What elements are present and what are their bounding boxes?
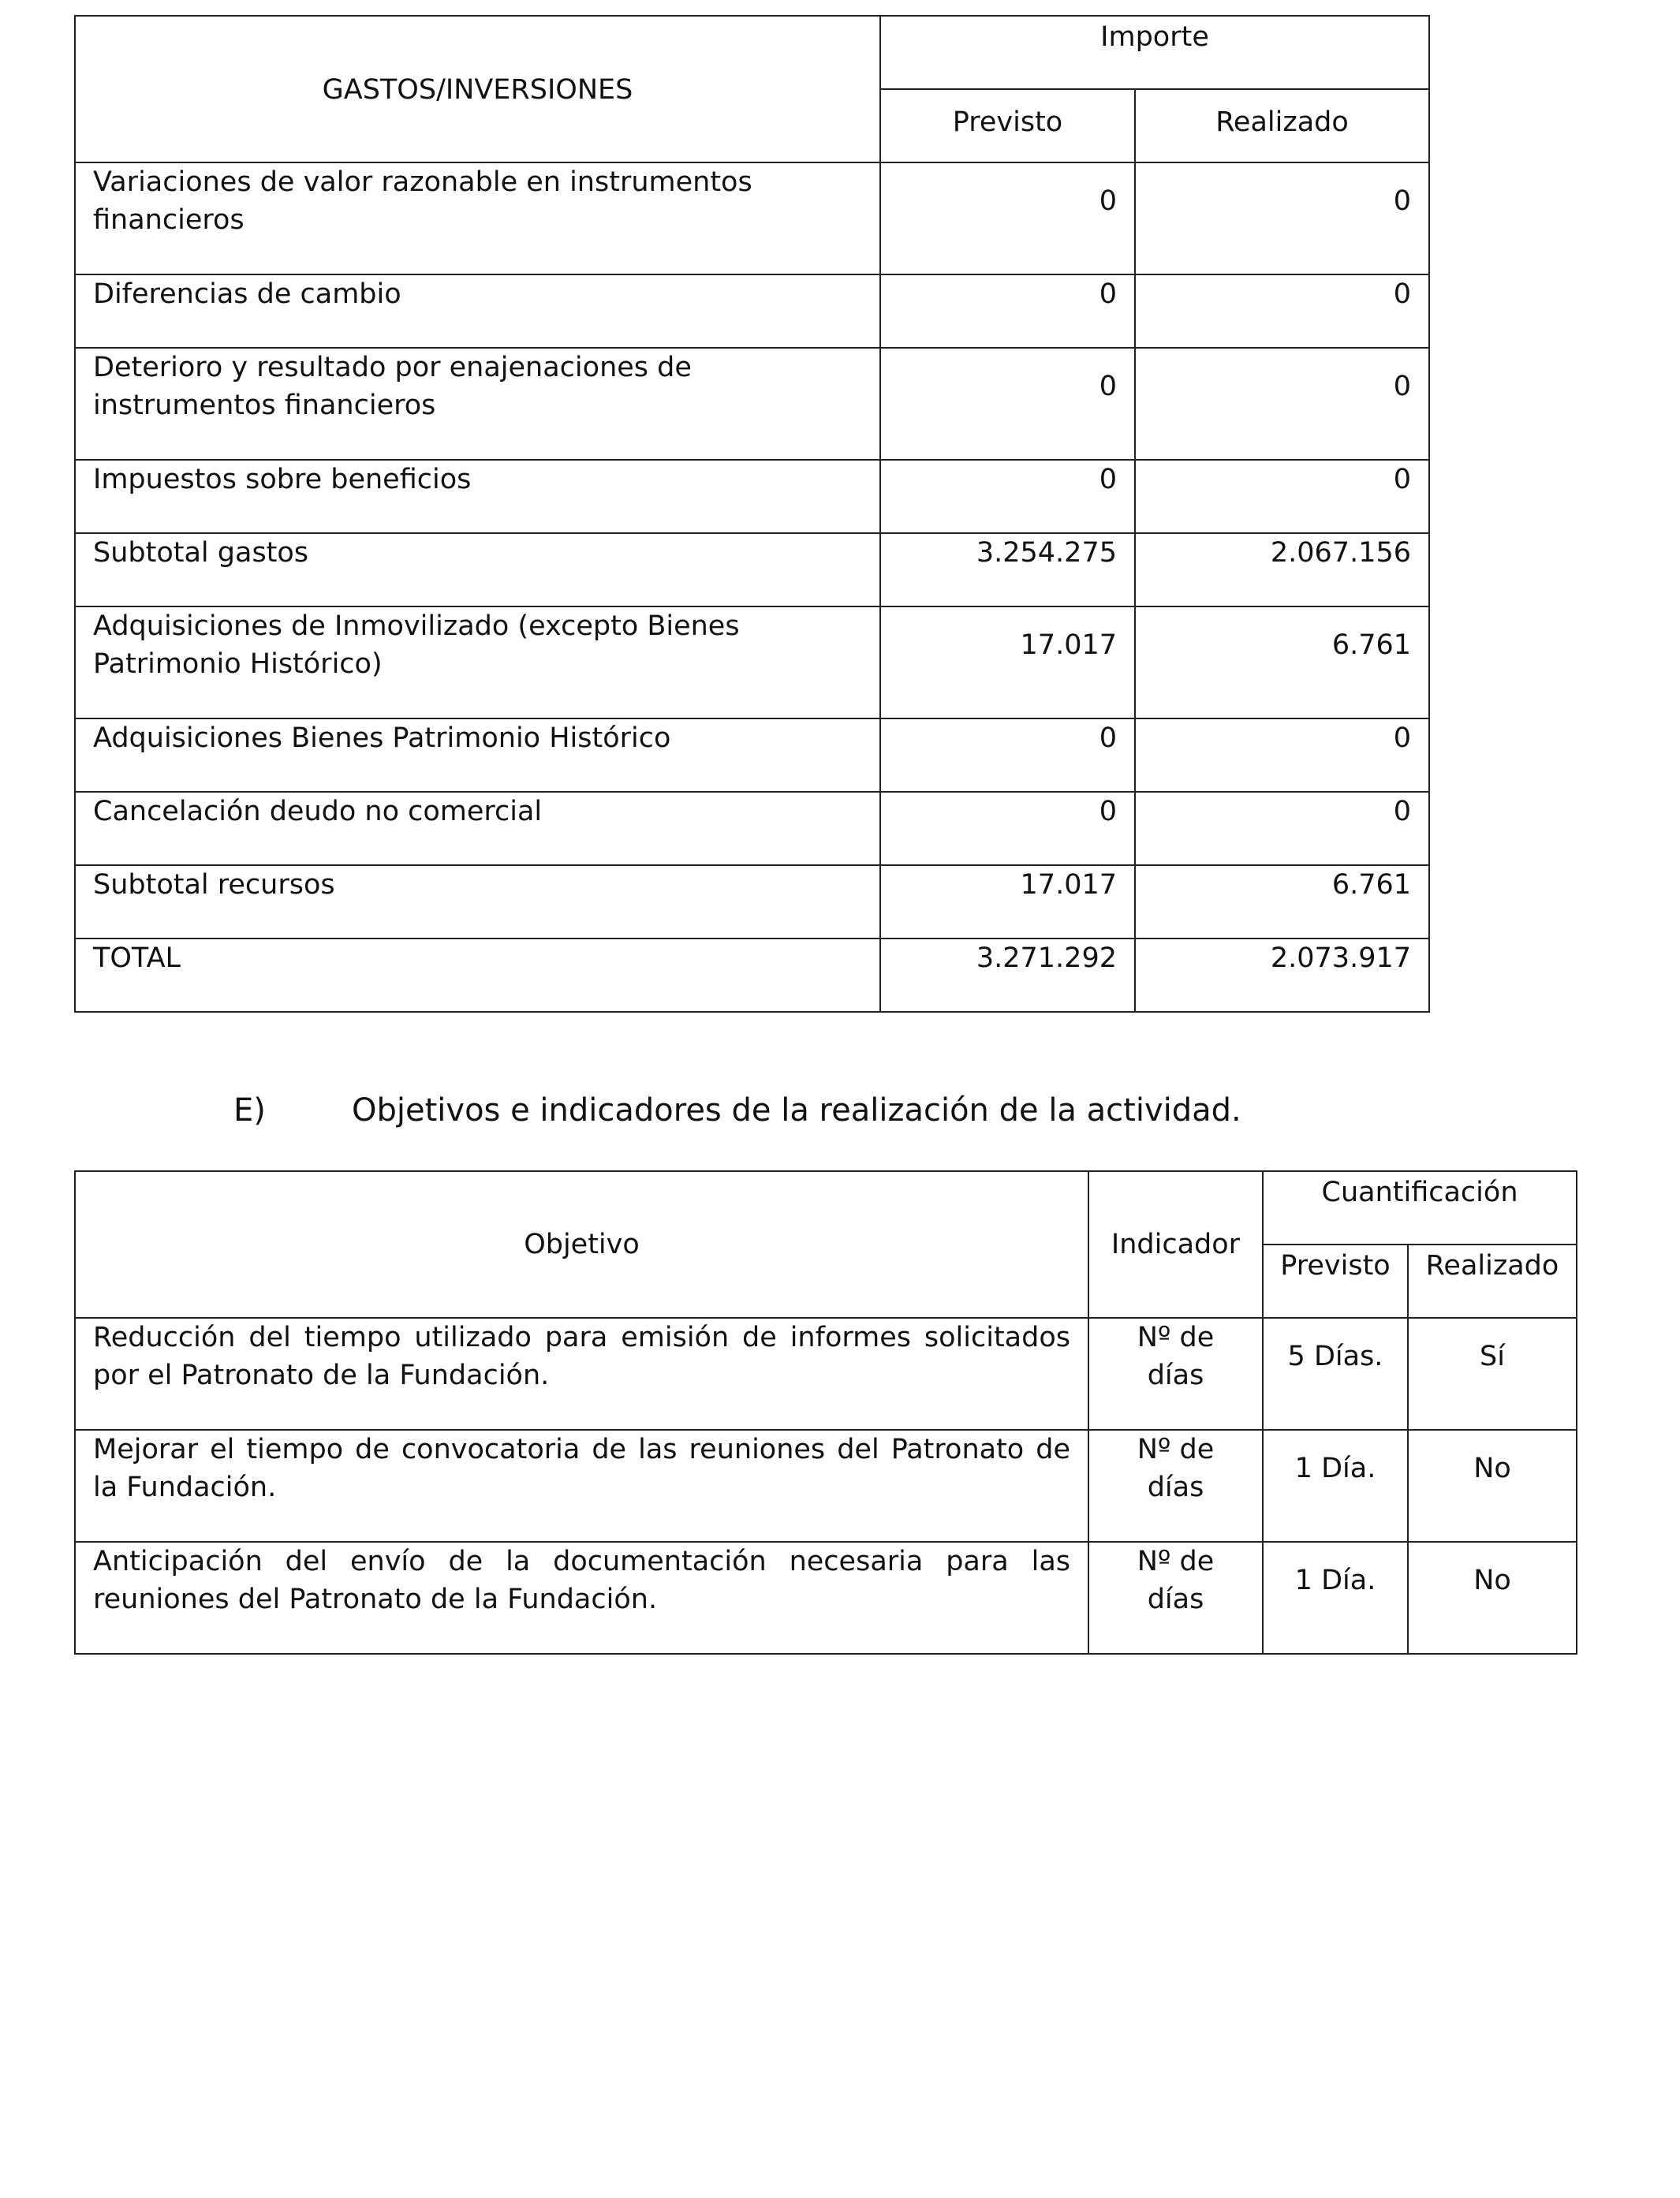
table-row	[75, 1318, 1577, 1430]
row-previsto: 3.254.275	[880, 533, 1135, 606]
row-realizado: 0	[1135, 162, 1429, 274]
row-previsto: 0	[880, 162, 1135, 274]
row-objetivo: Reducción del tiempo utilizado para emisión de informes solicitados por el Patronato de la Fundación.	[75, 1318, 1088, 1430]
row-previsto: 0	[880, 792, 1135, 865]
row-previsto: 5 Días.	[1263, 1318, 1408, 1430]
row-previsto: 1 Día.	[1263, 1430, 1408, 1542]
row-previsto: 1 Día.	[1263, 1542, 1408, 1654]
header-indicador: Indicador	[1088, 1171, 1263, 1318]
row-realizado: Sí	[1408, 1318, 1577, 1430]
gastos-inversiones-table	[74, 15, 1430, 1013]
row-concept: Diferencias de cambio	[75, 274, 880, 348]
row-realizado: 6.761	[1135, 865, 1429, 939]
row-realizado: 0	[1135, 348, 1429, 460]
header-concept: GASTOS/INVERSIONES	[75, 16, 880, 162]
row-objetivo: Anticipación del envío de la documentación necesaria para las reuniones del Patronato de la Fundación.	[75, 1542, 1088, 1654]
row-previsto: 17.017	[880, 865, 1135, 939]
section-e-letter: E)	[233, 1092, 266, 1129]
header-previsto: Previsto	[1263, 1245, 1408, 1318]
row-realizado: No	[1408, 1542, 1577, 1654]
row-realizado: No	[1408, 1430, 1577, 1542]
objetivos-table	[74, 1170, 1577, 1655]
table-row	[75, 1430, 1577, 1542]
row-concept: Adquisiciones Bienes Patrimonio Histórico	[75, 718, 880, 792]
row-concept: Variaciones de valor razonable en instrumentos financieros	[75, 162, 880, 274]
header-importe: Importe	[880, 16, 1429, 89]
table-row	[75, 274, 1429, 348]
table-row	[75, 162, 1429, 274]
section-e-title: Objetivos e indicadores de la realización de la actividad.	[352, 1092, 1241, 1129]
row-indicador: Nº de días	[1088, 1318, 1263, 1430]
row-realizado: 0	[1135, 792, 1429, 865]
row-realizado: 6.761	[1135, 606, 1429, 718]
row-objetivo: Mejorar el tiempo de convocatoria de las reuniones del Patronato de la Fundación.	[75, 1430, 1088, 1542]
row-previsto: 0	[880, 460, 1135, 533]
row-realizado: 2.073.917	[1135, 939, 1429, 1012]
row-concept: Deterioro y resultado por enajenaciones de instrumentos financieros	[75, 348, 880, 460]
row-previsto: 0	[880, 274, 1135, 348]
section-e-heading	[233, 1088, 1241, 1133]
row-indicador: Nº de días	[1088, 1542, 1263, 1654]
table-row	[75, 865, 1429, 939]
row-concept: Subtotal gastos	[75, 533, 880, 606]
row-realizado: 0	[1135, 274, 1429, 348]
header-cuantificacion: Cuantificación	[1263, 1171, 1577, 1245]
table-row	[75, 606, 1429, 718]
row-realizado: 2.067.156	[1135, 533, 1429, 606]
header-realizado: Realizado	[1408, 1245, 1577, 1318]
row-previsto: 17.017	[880, 606, 1135, 718]
row-previsto: 3.271.292	[880, 939, 1135, 1012]
header-objetivo: Objetivo	[75, 1171, 1088, 1318]
table-row	[75, 939, 1429, 1012]
table-row	[75, 718, 1429, 792]
row-concept: TOTAL	[75, 939, 880, 1012]
row-realizado: 0	[1135, 460, 1429, 533]
table-row	[75, 460, 1429, 533]
row-concept: Adquisiciones de Inmovilizado (excepto Bienes Patrimonio Histórico)	[75, 606, 880, 718]
header-previsto: Previsto	[880, 89, 1135, 162]
table-row	[75, 348, 1429, 460]
row-indicador: Nº de días	[1088, 1430, 1263, 1542]
row-concept: Cancelación deudo no comercial	[75, 792, 880, 865]
row-previsto: 0	[880, 348, 1135, 460]
row-concept: Impuestos sobre beneficios	[75, 460, 880, 533]
row-realizado: 0	[1135, 718, 1429, 792]
table-row	[75, 792, 1429, 865]
table-row	[75, 1542, 1577, 1654]
table-row	[75, 533, 1429, 606]
row-concept: Subtotal recursos	[75, 865, 880, 939]
header-realizado: Realizado	[1135, 89, 1429, 162]
row-previsto: 0	[880, 718, 1135, 792]
